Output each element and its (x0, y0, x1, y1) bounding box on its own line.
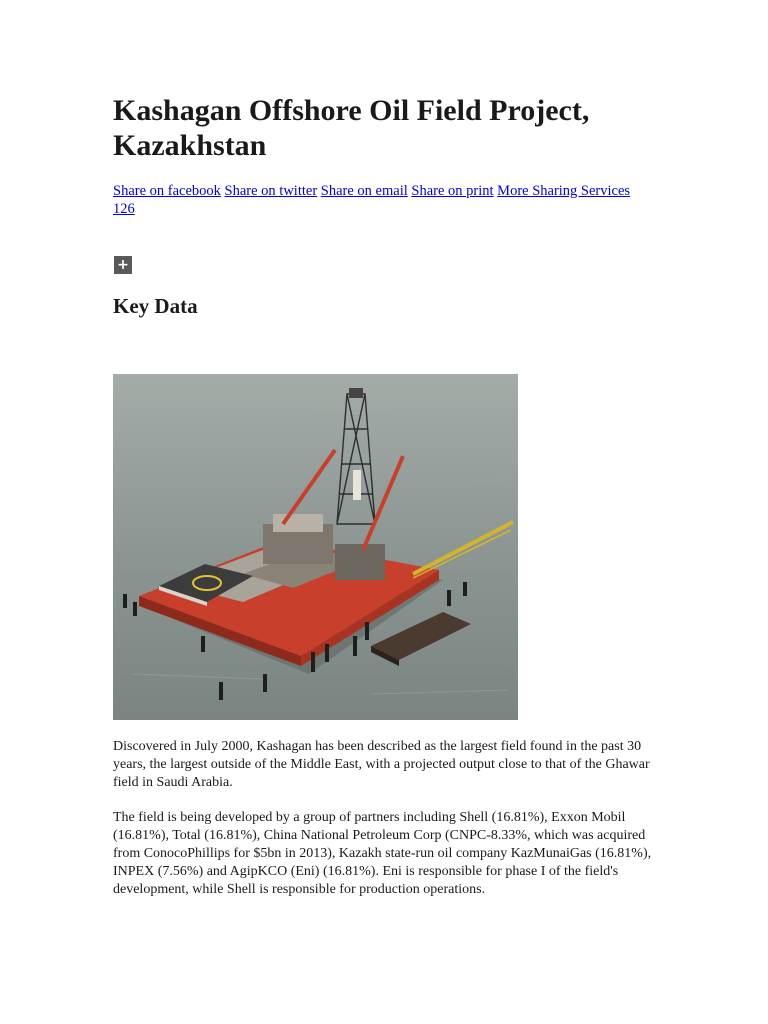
share-email-link[interactable]: Share on email (320, 183, 408, 199)
paragraph-partners: The field is being developed by a group of partners including Shell (16.81%), Exxon Mobil (16.81%), Total (16.81%), China National Petroleum Corp (CNPC-8.33%, which was acquired from ConocoPhillips for $5bn in 2013), Kazakh state-run oil company KazMunaiGas (16.81%), INPEX (7.56%) and AgipKCO (Eni) (16.81%). Eni is responsible for phase I of the field's development, while Shell is responsible for production operations. (113, 810, 652, 897)
share-count-link[interactable]: 126 (113, 201, 135, 217)
share-twitter-link[interactable]: Share on twitter (224, 183, 318, 199)
offshore-platform-photo (113, 374, 518, 720)
share-print-link[interactable]: Share on print (411, 183, 494, 199)
share-bar (113, 182, 658, 218)
share-facebook-link[interactable]: Share on facebook (113, 183, 221, 199)
more-sharing-services-link[interactable]: More Sharing Services (497, 183, 631, 199)
page-title: Kashagan Offshore Oil Field Project, Kazakhstan (113, 94, 590, 162)
paragraph-discovery: Discovered in July 2000, Kashagan has been described as the largest field found in the past 30 years, the largest outside of the Middle East, with a projected output close to that of the Ghawar field in Saudi Arabia. (113, 739, 650, 790)
expand-plus-icon[interactable]: + (114, 256, 132, 274)
section-heading-key-data: Key Data (113, 294, 198, 318)
